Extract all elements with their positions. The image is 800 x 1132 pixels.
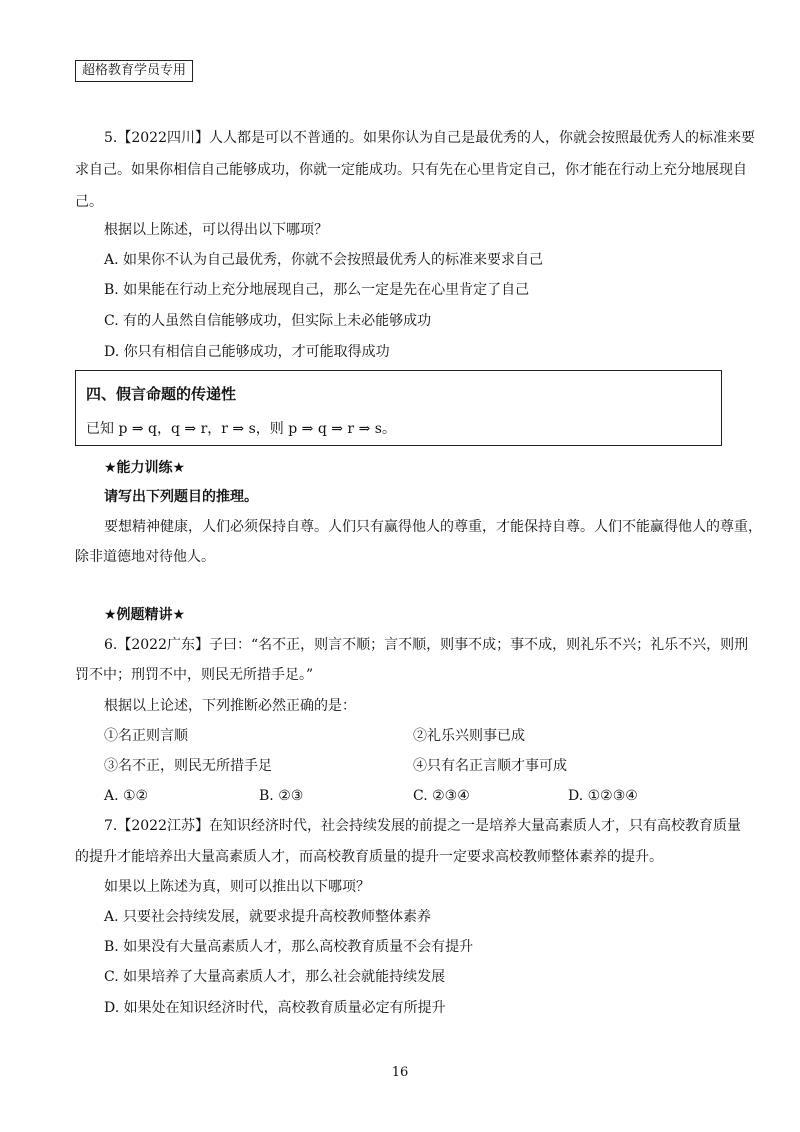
examples-heading: ★例题精讲★ (104, 607, 186, 623)
q6-line-2: 罚不中；刑罚不中，则民无所措手足。” (75, 667, 314, 683)
q5-line-3: 己。 (75, 194, 103, 210)
q7-option-d: D. 如果处在知识经济时代，高校教育质量必定有所提升 (104, 1000, 446, 1016)
q5-option-b: B. 如果能在行动上充分地展现自己，那么一定是先在心里肯定了自己 (104, 282, 530, 298)
q6-statement-3: ③名不正，则民无所措手足 (104, 758, 272, 774)
q6-statement-4: ④只有名正言顺才事可成 (413, 758, 567, 774)
q7-option-a: A. 只要社会持续发展，就要求提升高校教师整体素养 (104, 909, 432, 925)
section-4-text: 已知 p ⇒ q，q ⇒ r，r ⇒ s，则 p ⇒ q ⇒ r ⇒ s。 (86, 421, 396, 437)
header-tag: 超格教育学员专用 (75, 60, 193, 82)
training-instruction: 请写出下列题目的推理。 (104, 489, 258, 505)
q5-line-1: 5.【2022四川】人人都是可以不普通的。如果你认为自己是最优秀的人，你就会按照最优秀人的标准来要 (104, 130, 755, 146)
section-4-box (75, 370, 722, 446)
q6-option-d: D. ①②③④ (568, 788, 638, 804)
q6-statement-1: ①名正则言顺 (104, 728, 188, 744)
q7-question: 如果以上陈述为真，则可以推出以下哪项？ (104, 879, 370, 895)
section-4-title: 四、假言命题的传递性 (86, 385, 237, 403)
training-heading: ★能力训练★ (104, 460, 186, 476)
page-number: 16 (391, 1065, 409, 1080)
q5-option-a: A. 如果你不认为自己最优秀，你就不会按照最优秀人的标准来要求自己 (104, 252, 544, 268)
q5-line-2: 求自己。如果你相信自己能够成功，你就一定能成功。只有先在心里肯定自己，你才能在行动上充分地展现自 (75, 162, 747, 178)
q6-statement-2: ②礼乐兴则事已成 (413, 728, 525, 744)
q7-line-2: 的提升才能培养出大量高素质人才，而高校教育质量的提升一定要求高校教师整体素养的提升。 (75, 849, 663, 865)
q7-line-1: 7.【2022江苏】在知识经济时代，社会持续发展的前提之一是培养大量高素质人才，只有高校教育质量 (104, 818, 741, 834)
q6-option-a: A. ①② (104, 788, 149, 804)
q5-option-d: D. 你只有相信自己能够成功，才可能取得成功 (104, 344, 390, 360)
q6-line-1: 6.【2022广东】子曰：“名不正，则言不顺；言不顺，则事不成；事不成，则礼乐不兴；礼乐不兴，则刑 (104, 637, 749, 653)
q6-option-c: C. ②③④ (413, 788, 470, 804)
training-line-2: 除非道德地对待他人。 (75, 549, 215, 565)
q5-option-c: C. 有的人虽然自信能够成功，但实际上未必能够成功 (104, 313, 432, 329)
training-line-1: 要想精神健康，人们必须保持自尊。人们只有赢得他人的尊重，才能保持自尊。人们不能赢得他人的尊重， (104, 519, 762, 535)
q7-option-b: B. 如果没有大量高素质人才，那么高校教育质量不会有提升 (104, 939, 474, 955)
q5-question: 根据以上陈述，可以得出以下哪项？ (104, 222, 328, 238)
q6-option-b: B. ②③ (259, 788, 304, 804)
q6-question: 根据以上论述，下列推断必然正确的是： (104, 698, 356, 714)
q7-option-c: C. 如果培养了大量高素质人才，那么社会就能持续发展 (104, 969, 446, 985)
